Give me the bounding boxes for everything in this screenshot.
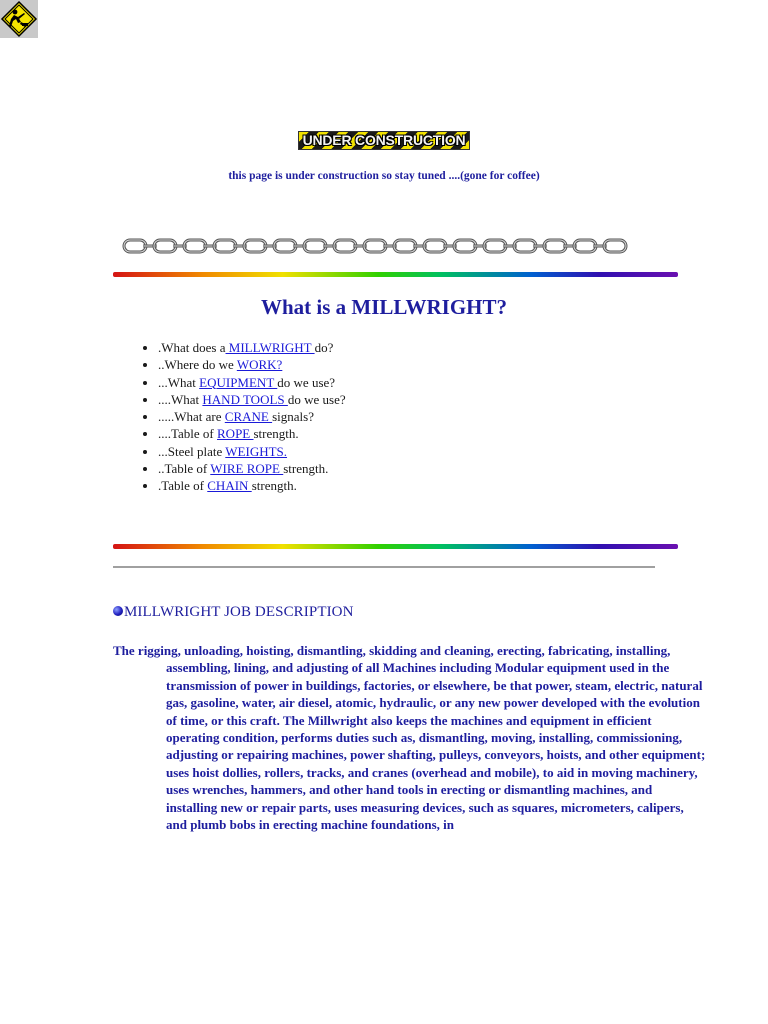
section-title: MILLWRIGHT JOB DESCRIPTION [124,604,354,620]
chain-divider-icon [122,237,650,260]
item-suffix: do we use? [277,374,336,390]
item-suffix: do we use? [287,391,346,407]
list-item [158,339,346,356]
list-item [158,356,346,373]
item-suffix: strength. [253,426,299,442]
job-description: The rigging, unloading, hoisting, dismantling, skidding and cleaning, erecting, fabricating, installing, assembling, lining, and adjusting of all Machines including Modular equipment used in the transmission of power in buildings, factories, or elsewhere, be that power, steam, electric, natural gas, gasoline, water, air diesel, atomic, hydraulic, or any new power developed with the evolution of time, or this craft. The Millwright also keeps the machines and equipment in efficient operating condition, performs duties such as, dismantling, moving, installing, commissioning, adjusting or repairing machines, power shafting, pulleys, conveyors, hoists, and other equipment; uses hoist dollies, rollers, tracks, and cranes (overhead and mobile), to aid in moving machinery, uses wrenches, hammers, and other hand tools in erecting or dismantling machines, and installing new or repair parts, uses measuring devices, such as squares, micrometers, calipers, and plumb bobs in erecting machine foundations, in [113,643,706,833]
link-equipment[interactable]: EQUIPMENT [199,374,278,390]
item-prefix: .What does a [158,340,226,355]
link-wire-rope[interactable]: WIRE ROPE [210,461,284,477]
list-item [158,460,346,477]
blue-ball-bullet-icon [113,606,123,616]
rainbow-divider [113,272,678,277]
page-title: What is a MILLWRIGHT? [260,295,508,319]
list-item [158,443,346,460]
item-prefix: ....What [158,391,203,407]
item-prefix: ...What [158,374,200,390]
rainbow-divider [113,544,678,549]
link-millwright[interactable]: MILLWRIGHT [225,340,315,355]
link-hand-tools[interactable]: HAND TOOLS [202,391,288,407]
construction-notice: this page is under construction so stay tuned ....(gone for coffee) [228,170,540,182]
topic-link-list [113,339,346,495]
item-prefix: ...Steel plate [158,443,226,459]
link-rope[interactable]: ROPE [217,426,254,442]
list-item [158,391,346,408]
list-item [158,425,346,442]
list-item [158,408,346,425]
item-prefix: ..Where do we [158,357,237,373]
list-item [158,477,346,494]
construction-worker-sign-icon [0,0,38,38]
banner-text: UNDER CONSTRUCTION [302,132,466,148]
item-suffix: do? [314,340,334,355]
item-suffix: strength. [251,478,297,494]
item-prefix: .....What are [158,409,225,425]
item-suffix: strength. [283,461,329,477]
link-chain[interactable]: CHAIN [207,478,252,494]
link-weights[interactable]: WEIGHTS. [225,443,288,459]
list-item [158,374,346,391]
item-prefix: .Table of [158,478,208,494]
horizontal-rule [113,566,655,568]
item-prefix: ....Table of [158,426,218,442]
link-work[interactable]: WORK? [236,357,283,373]
item-prefix: ..Table of [158,461,211,477]
item-suffix: signals? [272,409,314,425]
under-construction-banner [298,131,470,150]
section-heading [113,604,354,621]
link-crane[interactable]: CRANE [224,409,273,425]
